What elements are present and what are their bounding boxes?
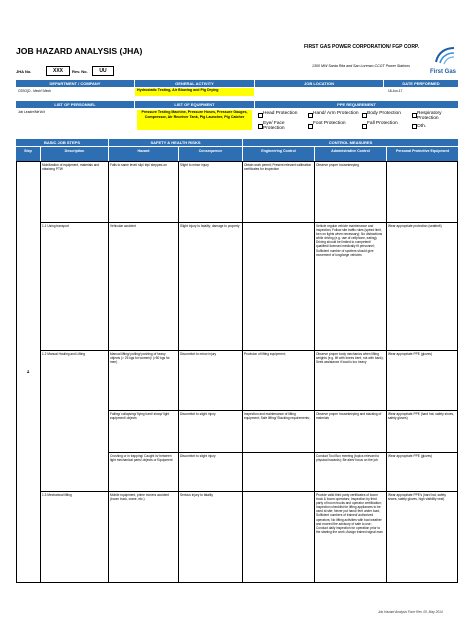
hazard-column-header: Hazard [109,147,178,161]
other-protection-label: Oth. [417,124,427,129]
row-2-administrative: Observe proper body mechanics when lifting weights (e.g. lift with knees bent, not with back); Seek assistance if load is too heavy [316,352,384,365]
row-2-engineering: Provision of lifting equipment; [244,352,286,356]
row-divider [108,410,458,411]
row-4-consequence: Discomfort to slight injury [180,454,216,458]
company-name: FIRST GAS POWER CORPORATION/ FGP CORP. [304,44,420,50]
logo-text: First Gas [430,69,457,75]
personnel-list: Job Leader/Me'l/c/t [18,110,45,114]
row-3-administrative: Observe proper housekeeping and stacking of materials [316,412,382,421]
location-header: JOB LOCATION [255,80,383,87]
row-2-consequence: Discomfort to minor injury [180,352,217,356]
activity-header: GENERAL ACTIVITY [135,80,254,87]
row-2-description: 1.2 Manual Hauling and Lifting [42,352,86,356]
ppe-column-header: Personal Protective Equipment [387,147,458,161]
personnel-header: LIST OF PERSONNEL [16,101,134,108]
row-divider [40,350,458,351]
activity-value: Hydrostatic Testing, Air Blowing and Pig Drying [135,88,254,96]
row-divider [40,222,458,223]
row-0-hazard: Falls to same level/ slip/ trip/ stepped-on [110,163,167,167]
row-3-ppe: Wear appropriate PPE (hard hat, safety shoes, safety gloves) [388,412,455,421]
row-5-consequence: Serious injury to fatality [180,493,213,497]
jha-number-label: JHA No. [16,69,32,74]
row-3-hazard: Falling/ collapsing/ flying hard/ sharp/ light equipment/ objects [110,412,170,421]
row-1-administrative: Vehicle regular vehicle maintenance and inspection; Follow site traffic rules (speed limit, turn on lights when necessary); No distractions while driving (e.g. use of cellphone, eating); Driving should be limited to competent/ qualified/ licensed medically fit personnel; Sufficient number of spotters should give movement of long/large vehicles [316,224,383,257]
ppe-requirement-header: PPE REQUIREMENT [255,101,458,108]
document-title: JOB HAZARD ANALYSIS (JHA) [16,46,143,56]
safety-health-risks-header: SAFETY & HEALTH RISKS [109,139,242,146]
row-1-description: 1.1 Using transport [42,224,69,228]
column-divider [40,161,41,583]
rev-number-value: UU [92,66,114,76]
row-3-engineering: Inspection and maintenance of lifting equipment; Safe lifting/ Stacking requirements; [244,412,310,421]
date-header: DATE PERFORMED [384,80,458,87]
row-1-consequence: Slight injury to fatality; damage to property [180,224,240,228]
row-4-administrative: Conduct Tool Box meeting (topics relevant to physical hazards); Be alert/ focus on the job [316,454,380,463]
department-header: DEPARTMENT / COMPANY [16,80,134,87]
row-0-engineering: Obtain work permit; Present relevant calibration certificates for inspection [244,163,312,172]
row-3-consequence: Discomfort to slight injury [180,412,216,416]
administrative-control-column-header: Administrative Control [315,147,386,161]
first-gas-logo [432,44,458,66]
column-divider [108,161,109,583]
respiratory-protection-label: Respiratory Protection [417,111,442,121]
rev-number-label: Rev. No. [72,69,88,74]
row-0-consequence: Slight to minor injury [180,163,209,167]
row-5-description: 1.3 Mechanical lifting [42,493,72,497]
row-4-hazard: Crushing or in trapping/ Caught in/ between light mechanical parts/ objects or Equipment [110,454,173,463]
row-1-ppe: Wear appropriate protection (seatbelt) [388,224,442,228]
control-measures-header: CONTROL MEASURES [243,139,458,146]
equipment-header: LIST OF EQUIPMENT [135,101,254,108]
row-divider [108,452,458,453]
row-0-administrative: Observe proper housekeeping [316,163,359,167]
basic-job-steps-header: BASIC JOB STEPS [16,139,108,146]
row-5-administrative: Provide valid third party certificates of boom truck & boom operators; Inspection by third party of boom trucks and operator certification; Inspection checklist for lifting appliances to be used at site; Never put hand/ feet under load; Sufficient numbers of trained/ authorized operators; No lifting activities with bad weather and exceed the advisory of safe to use; Conduct daily inspection for operation prior to the starting the work; Assign trained signal man [316,493,383,534]
row-0-description: Mobilization of equipment, materials and obtaining PTW [42,163,100,172]
jha-number-row [16,66,126,76]
step-column-header: Step [16,147,40,161]
row-divider [40,491,458,492]
equipment-list: Pressure Testing Machine, Pressure Hoses, Pressure Gauges, Compressor, Air Receiver Tank, Pig Launcher, Pig Catcher [137,110,252,130]
head-protection-label: Head Protection [263,111,298,116]
jha-number-value: XXX [46,66,70,76]
column-divider [386,161,387,583]
eye-face-protection-label: Eye/ Face Protection [263,121,285,131]
date-value: 18-Jun-17 [388,89,403,93]
consequence-column-header: Consequence [179,147,242,161]
body-protection-label: Body Protection [367,111,401,116]
foot-protection-label: Foot Protection [313,121,346,126]
fall-protection-label: Fall Protection [367,121,398,126]
description-column-header: Description [41,147,108,161]
row-5-hazard: Mobile equipment, prime movers accident (boom truck, crane, etc.) [110,493,169,502]
step-number: 1 [26,370,30,375]
column-divider [242,161,243,583]
company-address: 1300 MW Santa Rita and San Lorenzo CCGT Power Stations [312,64,410,68]
hand-arm-protection-label: Hand/ Arm Protection [313,111,359,116]
row-4-ppe: Wear appropriate PPE (gloves) [388,454,433,458]
department-value: CSSO(D - Mech'l Mech [18,89,52,93]
row-5-ppe: Wear appropriate PPE's (hard hat, safety shoes, safety gloves, high visibility vest) [388,493,446,502]
form-footer: Job Hazard Analysis Form Rev. 00, May 2014 [378,610,443,614]
row-1-hazard: Vehicular accident [110,224,136,228]
engineering-control-column-header: Engineering Control [243,147,314,161]
row-2-ppe: Wear appropriate PPE (gloves) [388,352,433,356]
row-2-hazard: Manual lifting/ pulling/ pushing of heavy objects (> 25 kgs for women)/ (>50 kgs for men) [110,352,170,365]
column-divider [178,161,179,583]
column-divider [314,161,315,583]
